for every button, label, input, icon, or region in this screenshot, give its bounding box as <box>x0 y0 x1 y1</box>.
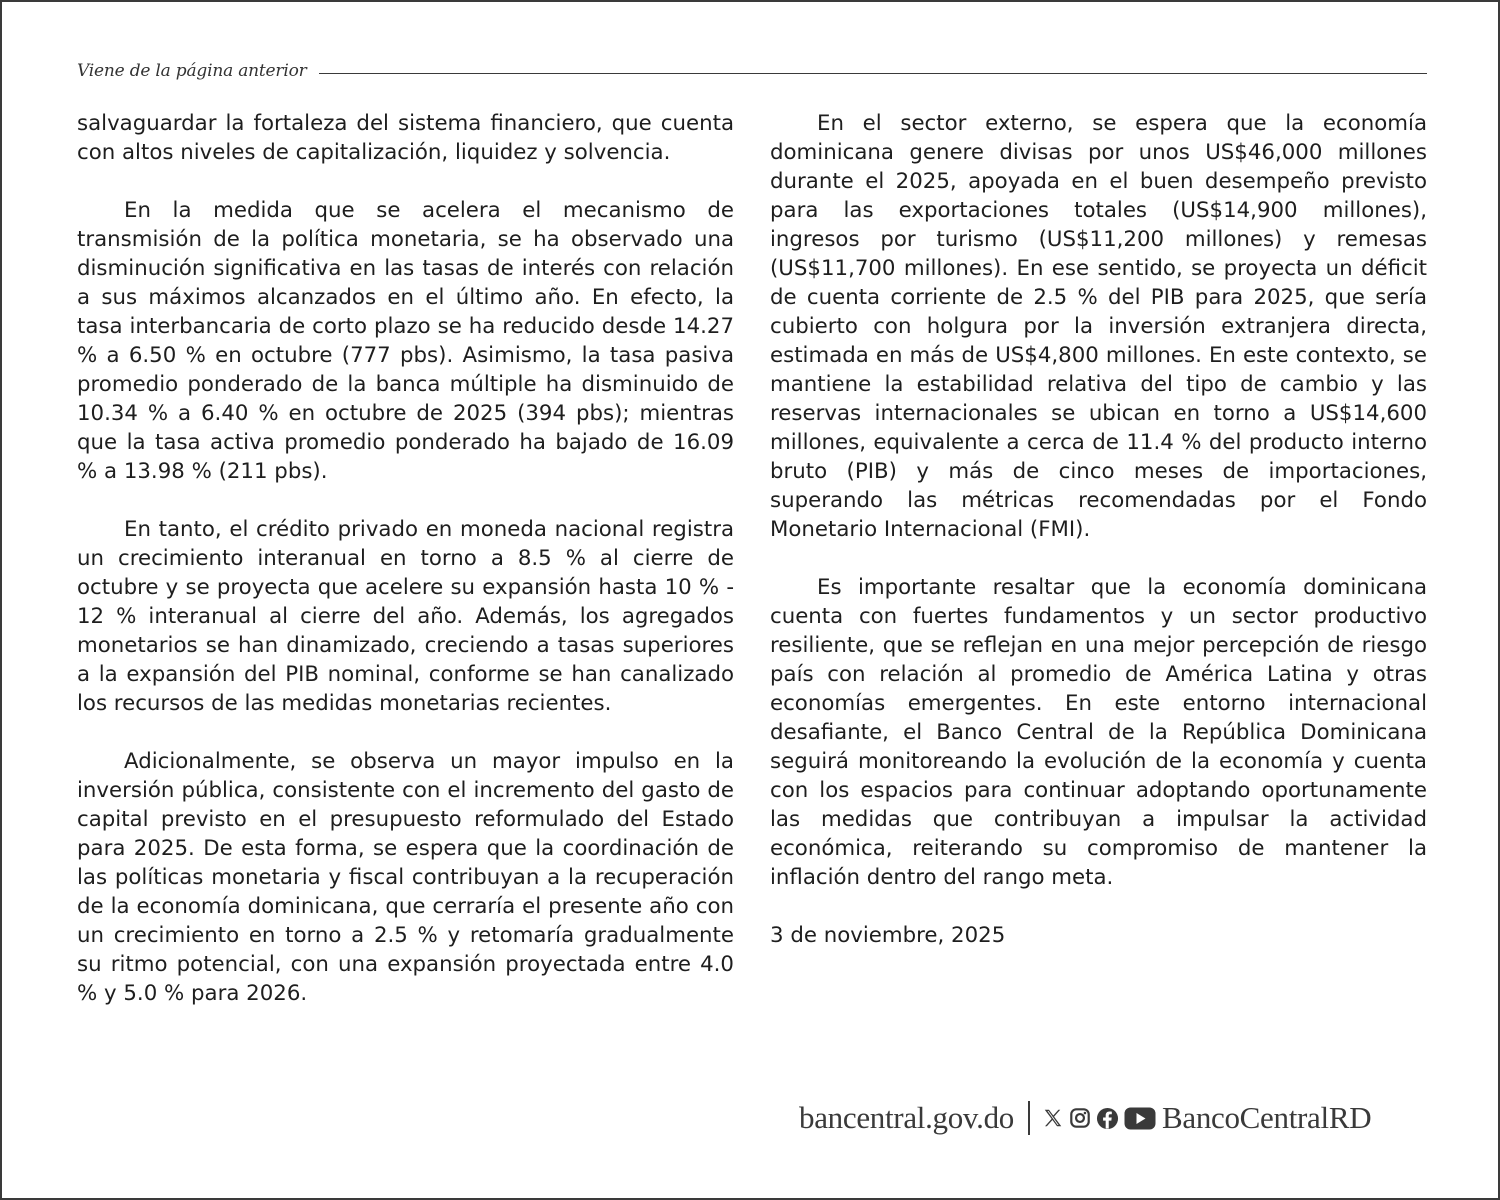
social-handle[interactable]: BancoCentralRD <box>1161 1100 1372 1135</box>
continued-label: Viene de la página anterior <box>77 61 307 81</box>
paragraph: salvaguardar la fortaleza del sistema financiero, que cuenta con altos niveles de capitalización, liquidez y solvencia. <box>77 111 734 165</box>
instagram-icon[interactable] <box>1069 1107 1091 1129</box>
left-column <box>77 109 734 1037</box>
continued-header <box>77 60 1427 82</box>
website-link[interactable]: bancentral.gov.do <box>799 1100 1014 1135</box>
paragraph: En el sector externo, se espera que la economía dominicana genere divisas por unos US$46,000 millones durante el 2025, apoyada en el buen desempeño previsto para las exportaciones totales (US$14,900 millones), ingresos por turismo (US$11,200 millones) y remesas (US$11,700 millones). En ese sentido, se proyecta un déficit de cuenta corriente de 2.5 % del PIB para 2025, que sería cubierto con holgura por la inversión extranjera directa, estimada en más de US$4,800 millones. En este contexto, se mantiene la estabilidad relativa del tipo de cambio y las reservas internacionales se ubican en torno a US$14,600 millones, equivalente a cerca de 11.4 % del producto interno bruto (PIB) y más de cinco meses de importaciones, superando las métricas recomendadas por el Fondo Monetario Internacional (FMI). <box>770 111 1427 542</box>
facebook-icon[interactable] <box>1096 1107 1119 1130</box>
header-rule <box>319 73 1427 74</box>
paragraph: Es importante resaltar que la economía dominicana cuenta con fuertes fundamentos y un sector productivo resiliente, que se reflejan en una mejor percepción de riesgo país con relación al promedio de América Latina y otras economías emergentes. En este entorno internacional desafiante, el Banco Central de la República Dominicana seguirá monitoreando la evolución de la economía y cuenta con los espacios para continuar adoptando oportunamente las medidas que contribuyan a impulsar la actividad económica, reiterando su compromiso de mantener la inflación dentro del rango meta. <box>770 575 1427 890</box>
paragraph: En la medida que se acelera el mecanismo de transmisión de la política monetaria, se ha observado una disminución significativa en las tasas de interés con relación a sus máximos alcanzados en el último año. En efecto, la tasa interbancaria de corto plazo se ha reducido desde 14.27 % a 6.50 % en octubre (777 pbs). Asimismo, la tasa pasiva promedio ponderado de la banca múltiple ha disminuido de 10.34 % a 6.40 % en octubre de 2025 (394 pbs); mientras que la tasa activa promedio ponderado ha bajado de 16.09 % a 13.98 % (211 pbs). <box>77 198 734 484</box>
x-icon[interactable] <box>1042 1107 1064 1129</box>
footer <box>799 1096 1371 1140</box>
youtube-icon[interactable] <box>1124 1107 1156 1130</box>
footer-separator <box>1028 1101 1030 1135</box>
right-column <box>770 109 1427 979</box>
date-line: 3 de noviembre, 2025 <box>770 923 1006 948</box>
paragraph: En tanto, el crédito privado en moneda nacional registra un crecimiento interanual en torno a 8.5 % al cierre de octubre y se proyecta que acelere su expansión hasta 10 % - 12 % interanual al cierre del año. Además, los agregados monetarios se han dinamizado, creciendo a tasas superiores a la expansión del PIB nominal, conforme se han canalizado los recursos de las medidas monetarias recientes. <box>77 517 734 716</box>
paragraph: Adicionalmente, se observa un mayor impulso en la inversión pública, consistente con el incremento del gasto de capital previsto en el presupuesto reformulado del Estado para 2025. De esta forma, se espera que la coordinación de las políticas monetaria y fiscal contribuyan a la recuperación de la economía dominicana, que cerraría el presente año con un crecimiento en torno a 2.5 % y retomaría gradualmente su ritmo potencial, con una expansión proyectada entre 4.0 % y 5.0 % para 2026. <box>77 749 734 1006</box>
social-icons <box>1042 1107 1156 1130</box>
